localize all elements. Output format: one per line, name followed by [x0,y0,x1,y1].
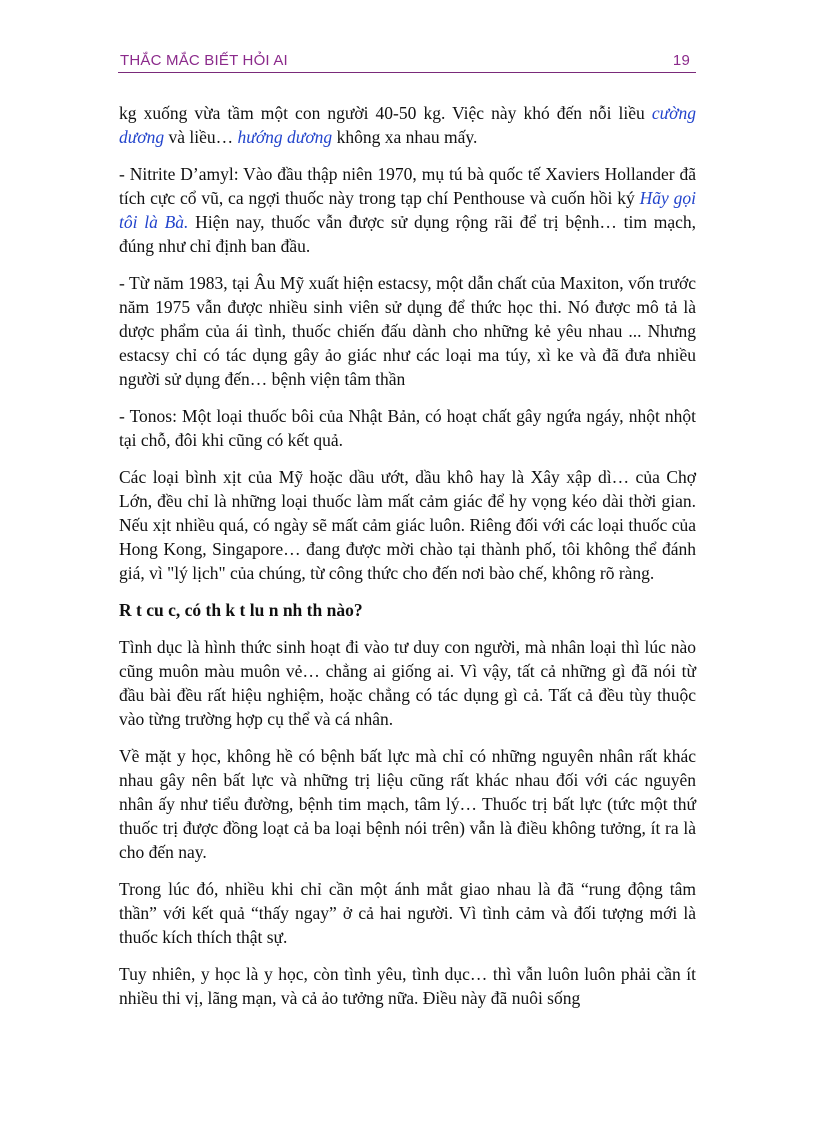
paragraph-1: kg xuống vừa tầm một con người 40-50 kg. Việc này khó đến nỗi liều cường dương và liều… hướng dương không xa nhau mấy. [119,103,696,147]
running-header [118,50,696,73]
book-title: THẮC MẮC BIẾT HỎI AI [120,52,288,69]
paragraph-nitrite: - Nitrite D’amyl: Vào đầu thập niên 1970, mụ tú bà quốc tế Xaviers Hollander đã tích cực cổ vũ, ca ngợi thuốc này trong tạp chí Penthouse và cuốn hồi ký Hãy gọi tôi là Bà. Hiện nay, thuốc vẫn được sử dụng rộng rãi để trị bệnh… tim mạch, đúng như chỉ định ban đầu. [119,164,696,256]
body-text [119,101,696,1023]
paragraph-estacsy: - Từ năm 1983, tại Âu Mỹ xuất hiện estacsy, một dẫn chất của Maxiton, vốn trước năm 1975 vẫn được nhiều sinh viên sử dụng để thức học thi. Nó được mô tả là dược phẩm của ái tình, thuốc chiến đấu dành cho những kẻ yêu nhau ... Nhưng estacsy chỉ có tác dụng gây ảo giác như các loại ma túy, xì ke và đã đưa nhiều người sử dụng đến… bệnh viện tâm thần [119,273,696,389]
paragraph-glance: Trong lúc đó, nhiều khi chỉ cần một ánh mắt giao nhau là đã “rung động tâm thần” với kết quả “thấy ngay” ở cả hai người. Vì tình cảm và đối tượng mới là thuốc kích thích thật sự. [119,879,696,947]
paragraph-spray: Các loại bình xịt của Mỹ hoặc dầu ướt, dầu khô hay là Xây xập dì… của Chợ Lớn, đều chỉ là những loại thuốc làm mất cảm giác để hy vọng kéo dài thời gian. Nếu xịt nhiều quá, có ngày sẽ mất cảm giác luôn. Riêng đối với các loại thuốc của Hong Kong, Singapore… đang được mời chào tại thành phố, tôi không thể đánh giá, vì "lý lịch" của chúng, từ công thức cho đến nơi bào chế, không rõ ràng. [119,467,696,583]
italic-term-cuong-duong: cường dương [119,103,696,147]
section-heading: R t cu c, có th k t lu n nh th nào? [119,600,363,620]
paragraph-final: Tuy nhiên, y học là y học, còn tình yêu, tình dục… thì vẫn luôn luôn phải cần ít nhiều thi vị, lãng mạn, và cả ảo tưởng nữa. Điều này đã nuôi sống [119,964,696,1008]
page-number: 19 [672,52,690,69]
paragraph-sex-life: Tình dục là hình thức sinh hoạt đi vào tư duy con người, mà nhân loại thì lúc nào cũng muôn màu muôn vẻ… chẳng ai giống ai. Vì vậy, tất cả những gì đã nói từ đầu bài đều rất hiệu nghiệm, hoặc chẳng có tác dụng gì cả. Tất cả đều tùy thuộc vào từng trường hợp cụ thể và cá nhân. [119,637,696,729]
italic-term-huong-duong: hướng dương [237,127,333,147]
paragraph-medicine: Về mặt y học, không hề có bệnh bất lực mà chỉ có những nguyên nhân rất khác nhau gây nên bất lực và những trị liệu cũng rất khác nhau đối với các nguyên nhân ấy như tiểu đường, bệnh tim mạch, tâm lý… Thuốc trị bất lực (tức một thứ thuốc trị được đồng loạt cả ba loại bệnh nói trên) vẫn là điều không tưởng, ít ra là cho đến nay. [119,746,696,862]
paragraph-tonos: - Tonos: Một loại thuốc bôi của Nhật Bản, có hoạt chất gây ngứa ngáy, nhột nhột tại chỗ, đôi khi cũng có kết quả. [119,406,696,450]
italic-book-title: Hãy gọi tôi là Bà. [119,188,696,232]
